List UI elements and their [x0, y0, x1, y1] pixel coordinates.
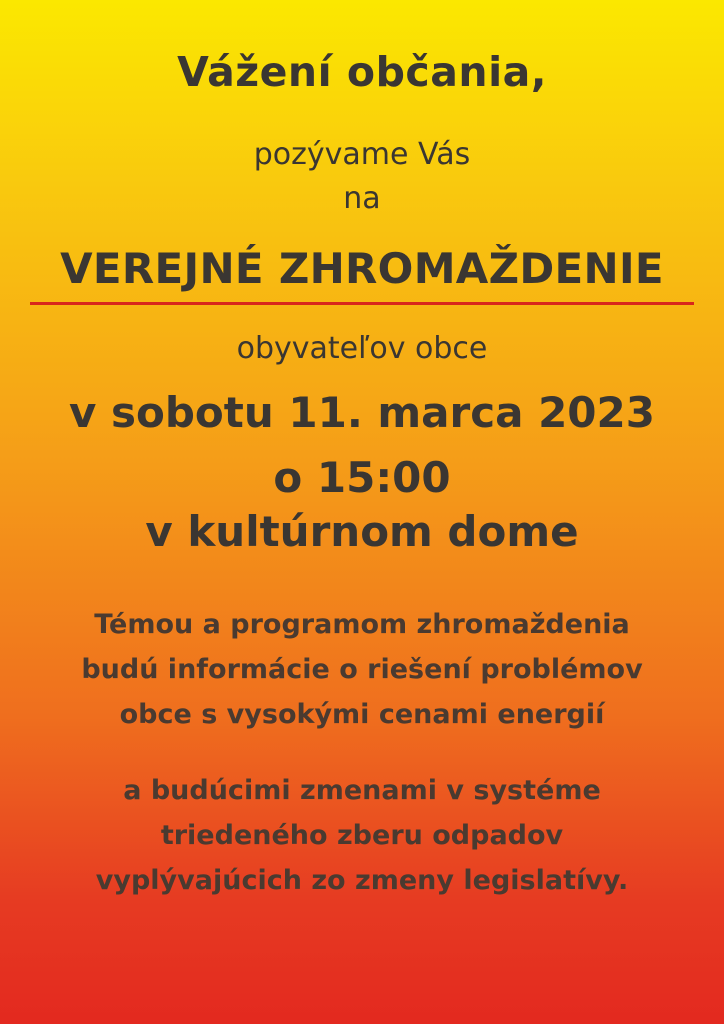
changes-line-2: triedeného zberu odpadov [160, 820, 564, 851]
topic-line-1: Témou a programom zhromaždenia [94, 609, 630, 640]
event-title: VEREJNÉ ZHROMAŽDENIE [60, 244, 664, 293]
residents-line: obyvateľov obce [236, 331, 488, 366]
event-place: v kultúrnom dome [145, 507, 579, 556]
changes-line-3: vyplývajúcich zo zmeny legislatívy. [95, 865, 629, 896]
changes-line-1: a budúcimi zmenami v systéme [123, 775, 601, 806]
greeting-heading: Vážení občania, [177, 48, 547, 96]
event-date: v sobotu 11. marca 2023 [69, 388, 655, 437]
event-time: o 15:00 [273, 453, 451, 502]
title-underline-divider [30, 302, 694, 305]
topic-line-3: obce s vysokými cenami energií [119, 699, 605, 730]
invite-line-1: pozývame Vás [253, 137, 471, 172]
invite-line-2: na [343, 181, 381, 216]
topic-line-2: budú informácie o riešení problémov [81, 654, 643, 685]
